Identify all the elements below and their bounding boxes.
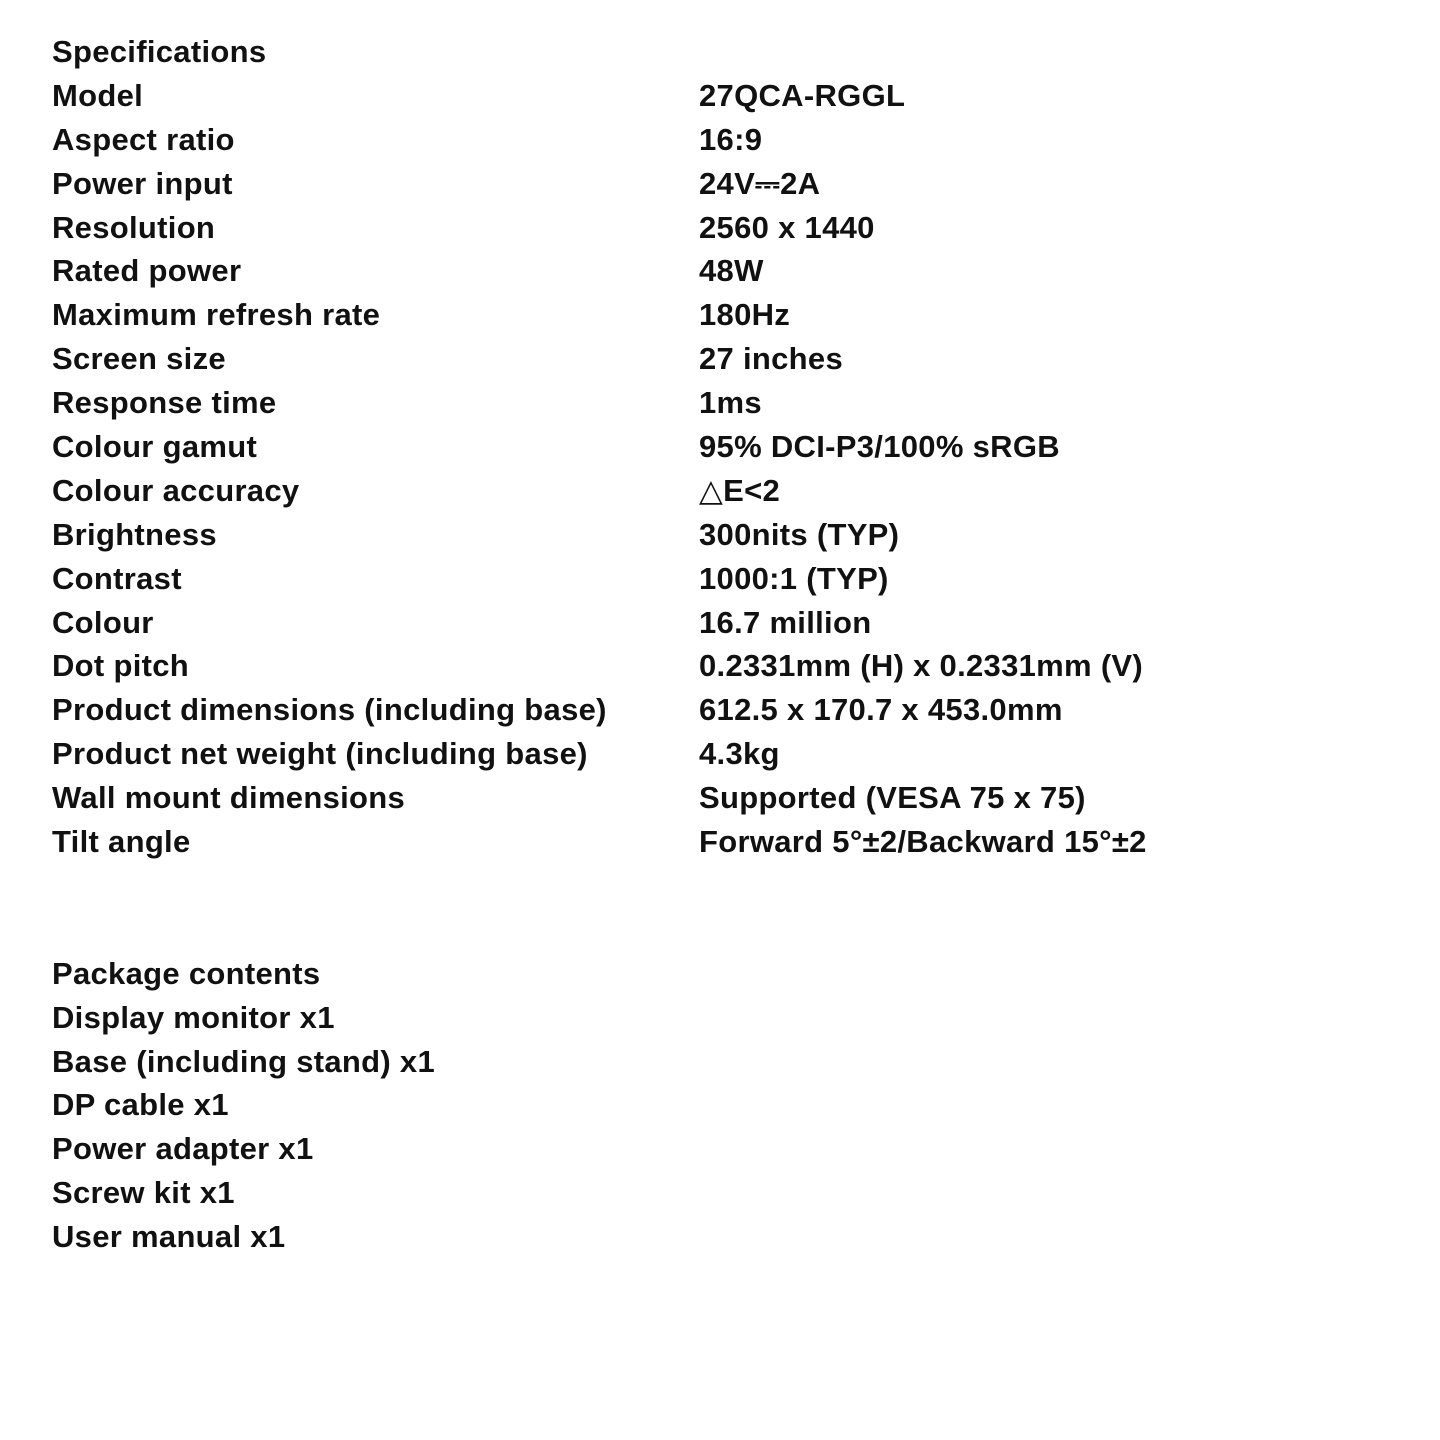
spec-label: Resolution [52, 209, 216, 245]
package-item-text: User manual x1 [52, 1219, 286, 1255]
spec-value: 612.5 x 170.7 x 453.0mm [699, 692, 1063, 728]
specifications-section [52, 30, 1402, 864]
package-contents-section [52, 952, 1402, 1259]
spec-row [52, 74, 1402, 118]
package-item [52, 1040, 1402, 1084]
spec-label: Contrast [52, 560, 182, 596]
spec-row [52, 469, 1402, 513]
package-item [52, 1215, 1402, 1259]
spec-value: 300nits (TYP) [699, 516, 900, 552]
package-item-text: DP cable x1 [52, 1087, 229, 1123]
package-item [52, 996, 1402, 1040]
spec-row [52, 557, 1402, 601]
spec-label: Brightness [52, 516, 217, 552]
spec-label: Product dimensions (including base) [52, 692, 607, 728]
spec-row [52, 118, 1402, 162]
spec-value: 180Hz [699, 297, 791, 333]
spec-row [52, 732, 1402, 776]
spec-row [52, 513, 1402, 557]
package-contents-heading [52, 952, 1402, 996]
spec-row [52, 337, 1402, 381]
spec-label: Colour accuracy [52, 472, 300, 508]
spec-value: 4.3kg [699, 736, 780, 772]
spec-row [52, 425, 1402, 469]
spec-label: Product net weight (including base) [52, 736, 588, 772]
spec-row [52, 249, 1402, 293]
spec-value: 24V⎓2A [699, 165, 821, 201]
spec-value: 48W [699, 253, 764, 289]
spec-label: Maximum refresh rate [52, 297, 381, 333]
spec-label: Rated power [52, 253, 242, 289]
package-item-text: Screw kit x1 [52, 1175, 235, 1211]
spec-row [52, 644, 1402, 688]
spec-value: 2560 x 1440 [699, 209, 875, 245]
spec-value: 16.7 million [699, 604, 872, 640]
spec-row [52, 601, 1402, 645]
spec-row [52, 820, 1402, 864]
spec-row [52, 206, 1402, 250]
spec-document [52, 30, 1402, 1259]
package-item [52, 1171, 1402, 1215]
spec-label: Screen size [52, 341, 226, 377]
spec-label: Wall mount dimensions [52, 780, 406, 816]
package-item-text: Display monitor x1 [52, 999, 335, 1035]
spec-label: Colour [52, 604, 154, 640]
spec-value: 27 inches [699, 341, 844, 377]
spec-label: Response time [52, 385, 277, 421]
specifications-heading-text: Specifications [52, 34, 267, 69]
package-item-text: Base (including stand) x1 [52, 1043, 436, 1079]
spec-value: 16:9 [699, 121, 763, 157]
package-item [52, 1083, 1402, 1127]
spec-value: 1ms [699, 385, 762, 421]
spec-label: Dot pitch [52, 648, 190, 684]
spec-value: 95% DCI-P3/100% sRGB [699, 429, 1060, 465]
spec-value: 27QCA-RGGL [699, 77, 906, 113]
package-item [52, 1127, 1402, 1171]
spec-row [52, 162, 1402, 206]
specifications-heading [52, 30, 1402, 74]
spec-value: 1000:1 (TYP) [699, 560, 889, 596]
spec-value: △E<2 [699, 472, 781, 508]
spec-value: 0.2331mm (H) x 0.2331mm (V) [699, 648, 1144, 684]
spec-value: Supported (VESA 75 x 75) [699, 780, 1086, 816]
package-contents-heading-text: Package contents [52, 955, 321, 991]
spec-row [52, 688, 1402, 732]
spec-label: Power input [52, 165, 233, 201]
spec-row [52, 776, 1402, 820]
package-item-text: Power adapter x1 [52, 1131, 314, 1167]
spec-label: Model [52, 77, 144, 113]
spec-label: Aspect ratio [52, 121, 235, 157]
spec-value: Forward 5°±2/Backward 15°±2 [699, 824, 1147, 860]
spec-row [52, 293, 1402, 337]
spec-label: Tilt angle [52, 824, 191, 860]
spec-label: Colour gamut [52, 429, 258, 465]
section-spacer [52, 864, 1402, 952]
spec-row [52, 381, 1402, 425]
